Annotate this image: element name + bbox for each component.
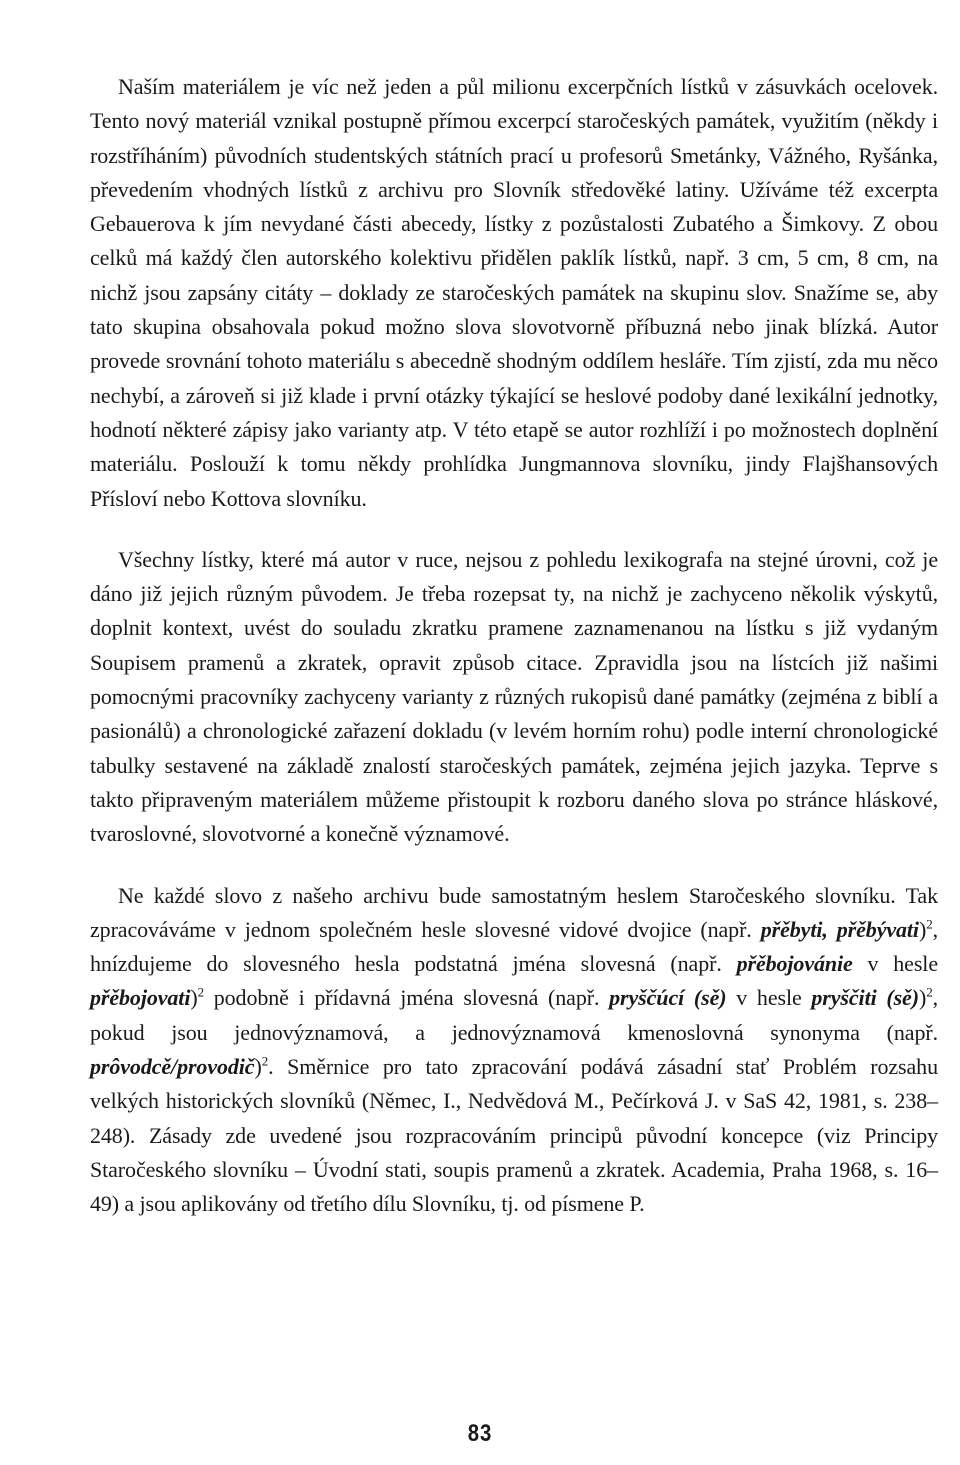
headword-term: pryščúcí (sě) xyxy=(609,985,727,1011)
paragraph-1: Naším materiálem je víc než jeden a půl milionu excerpčních lístků v zásuvkách ocelovek. Tento nový materiál vznikal postupně přímou excerpcí staročeských památek, využitím (někdy i rozstříháním) původních studentských státních prací u profesorů Smetánky, Vážného, Ryšánka, převedením vhodných lístků z archivu pro Slovník středověké latiny. Užíváme též excerpta Gebauerova k jím nevydané části abecedy, lístky z pozůstalosti Zubatého a Šimkovy. Z obou celků má každý člen autorského kolektivu přidělen paklík lístků, např. 3 cm, 5 cm, 8 cm, na nichž jsou zapsány citáty – doklady ze staročeských památek na skupinu slov. Snažíme se, aby tato skupina obsahovala pokud možno slova slovotvorně příbuzná nebo jinak blízká. Autor provede srovnání tohoto materiálu s abecedně shodným oddílem hesláře. Tím zjistí, zda mu něco nechybí, a zároveň si již klade i první otázky týkající se heslové podoby dané lexikální jednotky, hodnotí některé zápisy jako varianty atp. V této etapě se autor rozhlíží i po možnostech doplnění materiálu. Poslouží k tomu někdy prohlídka Jungmannova slovníku, jindy Flajšhansových Přísloví nebo Kottova slovníku. xyxy=(90,74,938,511)
headword-term: přěbyti, přěbývati xyxy=(760,916,919,942)
paragraph-3-text: v hesle xyxy=(852,951,938,977)
headword-term: prôvodcě/provodič xyxy=(90,1054,255,1080)
footnote-mark: 2 xyxy=(197,985,204,1001)
footnote-mark: 2 xyxy=(926,985,933,1001)
headword-term: pryščiti (sě) xyxy=(811,985,919,1011)
paragraph-3-text: ) xyxy=(918,916,927,942)
footnote-mark: 2 xyxy=(261,1053,269,1069)
footnote-mark: 2 xyxy=(926,916,933,932)
page-number: 83 xyxy=(467,1420,493,1447)
page-body xyxy=(90,70,938,1222)
paragraph-3-text: podobně i přídavná jména slovesná (např. xyxy=(203,985,610,1011)
paragraph-3-text: ) xyxy=(190,985,198,1011)
paragraph-2: Všechny lístky, které má autor v ruce, nejsou z pohledu lexikografa na stejné úrovni, což je dáno již jejich různým původem. Je třeba rozepsat ty, na nichž je zachyceno několik výskytů, doplnit kontext, uvést do souladu zkratku pramene zaznamenanou na lístku s již vydaným Soupisem pramenů a zkratek, opravit způsob citace. Zpravidla jsou na lístcích již našimi pomocnými pracovníky zachyceny varianty z různých rukopisů dané památky (zejména z biblí a pasionálů) a chronologické zařazení dokladu (v levém horním rohu) podle interní chronologické tabulky sestavené na základě znalostí staročeských památek, zejména jejich jazyka. Teprve s takto připraveným materiálem můžeme přistoupit k rozboru daného slova po stránce hláskové, tvaroslovné, slovotvorné a konečně významové. xyxy=(90,546,938,847)
paragraph-3-text: Ne každé slovo z našeho archivu bude samostatným heslem Staročeského slovníku. Tak zpracováváme v jednom společném hesle slovesné vidové dvojice (např. xyxy=(90,882,938,942)
paragraph-3 xyxy=(90,879,938,1222)
paragraph-3-text: . Směrnice pro tato zpracování podává zásadní stať Problém rozsahu velkých historických slovníků (Němec, I., Nedvědová M., Pečírková J. v SaS 42, 1981, s. 238–248). Zásady zde uvedené jsou rozpracováním principů původní koncepce (viz Principy Staročeského slovníku – Úvodní stati, soupis pramenů a zkratek. Academia, Praha 1968, s. 16–49) a jsou aplikovány od třetího dílu Slovníku, tj. od písmene P. xyxy=(90,1054,938,1217)
headword-term: přěbojovati xyxy=(90,985,191,1011)
paragraph-3-text: , hnízdujeme do slovesného hesla podstatná jména slovesná (např. xyxy=(90,916,938,977)
paragraph-3-text: ) xyxy=(918,985,927,1011)
paragraph-3-text: , pokud jsou jednovýznamová, a jednovýznamová kmenoslovná synonyma (např. xyxy=(90,985,938,1045)
paragraph-3-text: v hesle xyxy=(726,985,812,1011)
headword-term: přěbojovánie xyxy=(736,951,853,977)
paragraph-3-text: ) xyxy=(254,1054,262,1080)
